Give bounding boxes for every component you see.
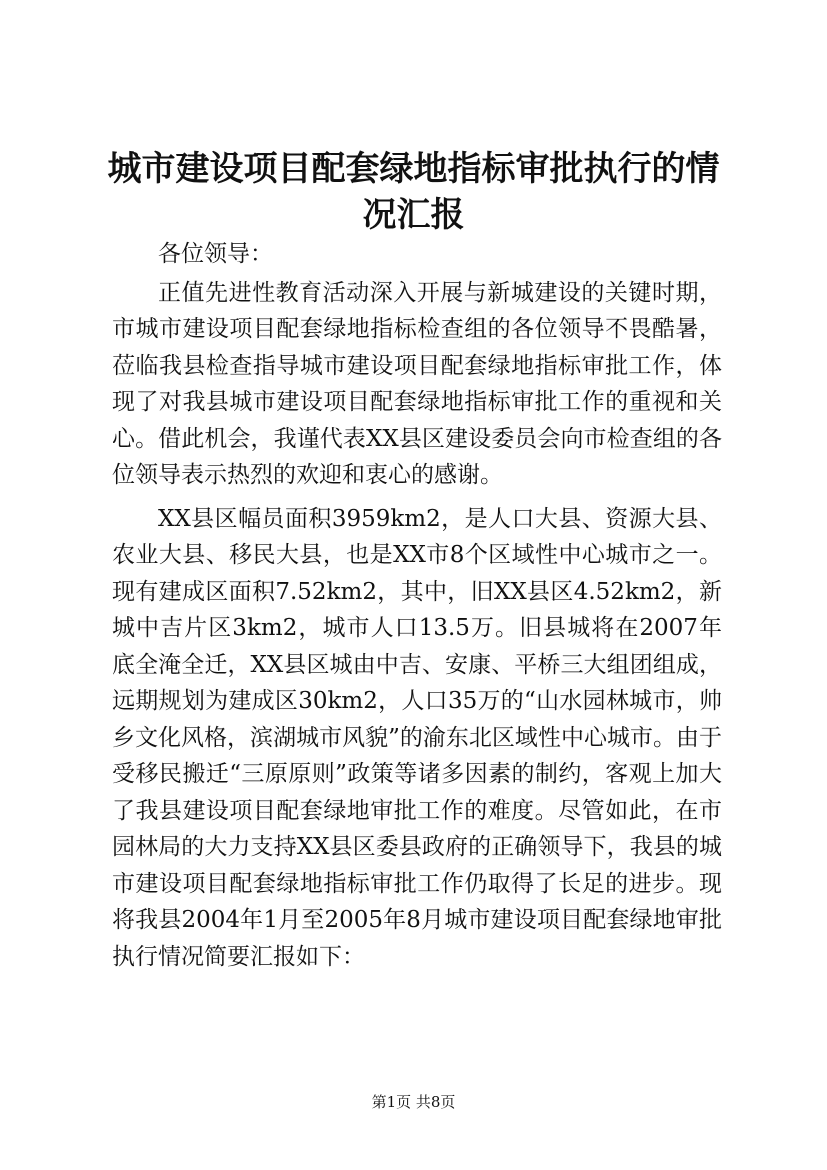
- salutation: 各位领导：: [158, 241, 273, 267]
- document-body: [112, 236, 722, 982]
- paragraph-welcome: 正值先进性教育活动深入开展与新城建设的关键时期，市城市建设项目配套绿地指标检查组的各位领导不畏酷暑，莅临我县检查指导城市建设项目配套绿地指标审批工作，体现了对我县城市建设项目配套绿地指标审批工作的重视和关心。借此机会，我谨代表XX县区建设委员会向市检查组的各位领导表示热烈的欢迎和衷心的感谢。: [112, 279, 722, 488]
- paragraph-overview: XX县区幅员面积3959km2，是人口大县、资源大县、农业大县、移民大县，也是XX市8个区域性中心城市之一。现有建成区面积7.52km2，其中，旧XX县区4.52km2，新城中吉片区3km2，城市人口13.5万。旧县城将在2007年底全淹全迁，XX县区城由中吉、安康、平桥三大组团组成，远期规划为建成区30km2，人口35万的“山水园林城市，帅乡文化风格，滨湖城市风貌”的渝东北区域性中心城市。由于受移民搬迁“三原原则”政策等诸多因素的制约，客观上加大了我县建设项目配套绿地审批工作的难度。尽管如此，在市园林局的大力支持XX县区委县政府的正确领导下，我县的城市建设项目配套绿地指标审批工作仍取得了长足的进步。现将我县2004年1月至2005年8月城市建设项目配套绿地审批执行情况简要汇报如下：: [112, 505, 722, 970]
- page-number: 第1页 共8页: [371, 1093, 456, 1111]
- document-title: 城市建设项目配套绿地指标审批执行的情况汇报: [107, 149, 720, 235]
